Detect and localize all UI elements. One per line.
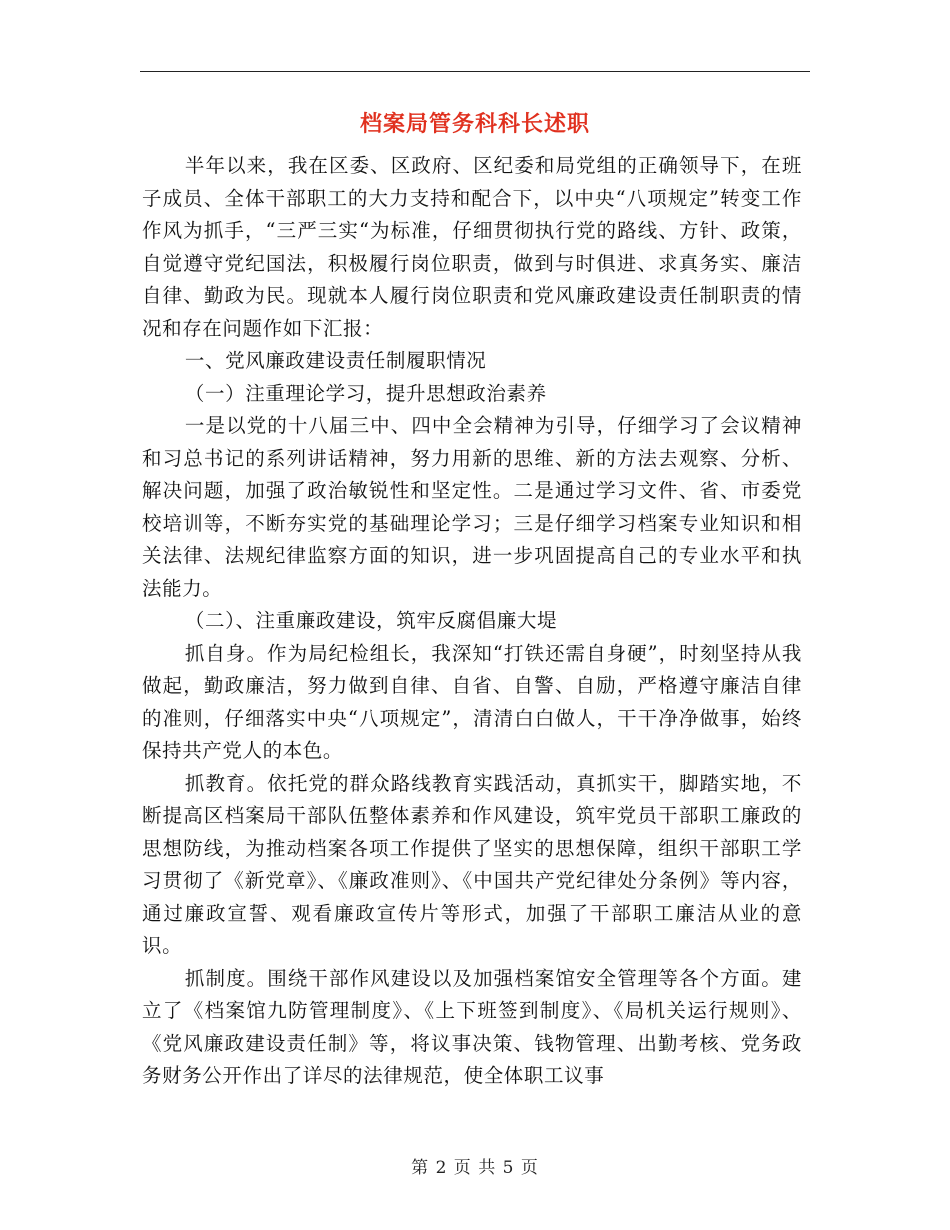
paragraph-education: 抓教育。依托党的群众路线教育实践活动，真抓实干，脚踏实地，不断提高区档案局干部队伍整体素养和作风建设，筑牢党员干部职工廉政的思想防线，为推动档案各项工作提供了坚实的思想保障，组织干部职工学习贯彻了《新党章》、《廉政准则》、《中国共产党纪律处分条例》等内容，通过廉政宣誓、观看廉政宣传片等形式，加强了干部职工廉洁从业的意识。 — [142, 771, 802, 957]
subsection-heading-1: （一）注重理论学习，提升思想政治素养 — [184, 381, 547, 405]
page-title: 档案局管务科科长述职 — [359, 111, 590, 137]
page-footer: 第 2 页 共 5 页 — [411, 1158, 539, 1178]
paragraph-system: 抓制度。围绕干部作风建设以及加强档案馆安全管理等各个方面。建立了《档案馆九防管理制度》、《上下班签到制度》、《局机关运行规则》、《党风廉政建设责任制》等，将议事决策、钱物管理、出勤考核、党务政务财务公开作出了详尽的法律规范，使全体职工议事 — [142, 966, 802, 1087]
section-heading-1: 一、党风廉政建设责任制履职情况 — [184, 349, 487, 372]
paragraph-intro: 半年以来，我在区委、区政府、区纪委和局党组的正确领导下，在班子成员、全体干部职工的大力支持和配合下，以中央“八项规定”转变工作作风为抓手，“三严三实“为标准，仔细贯彻执行党的路线、方针、政策，自觉遵守党纪国法，积极履行岗位职责，做到与时俱进、求真务实、廉洁自律、勤政为民。现就本人履行岗位职责和党风廉政建设责任制职责的情况和存在问题作如下汇报： — [142, 154, 802, 340]
paragraph-study: 一是以党的十八届三中、四中全会精神为引导，仔细学习了会议精神和习总书记的系列讲话精神，努力用新的思维、新的方法去观察、分析、解决问题，加强了政治敏锐性和坚定性。二是通过学习文件、省、市委党校培训等，不断夯实党的基础理论学习；三是仔细学习档案专业知识和相关法律、法规纪律监察方面的知识，进一步巩固提高自己的专业水平和执法能力。 — [142, 414, 802, 600]
paragraph-self: 抓自身。作为局纪检组长，我深知“打铁还需自身硬”，时刻坚持从我做起，勤政廉洁，努力做到自律、自省、自警、自励，严格遵守廉洁自律的准则，仔细落实中央“八项规定”，清清白白做人，干干净净做事，始终保持共产党人的本色。 — [142, 641, 802, 762]
subsection-heading-2: （二）、注重廉政建设，筑牢反腐倡廉大堤 — [184, 609, 558, 632]
document-body — [142, 150, 802, 1093]
header-rule — [140, 71, 810, 72]
